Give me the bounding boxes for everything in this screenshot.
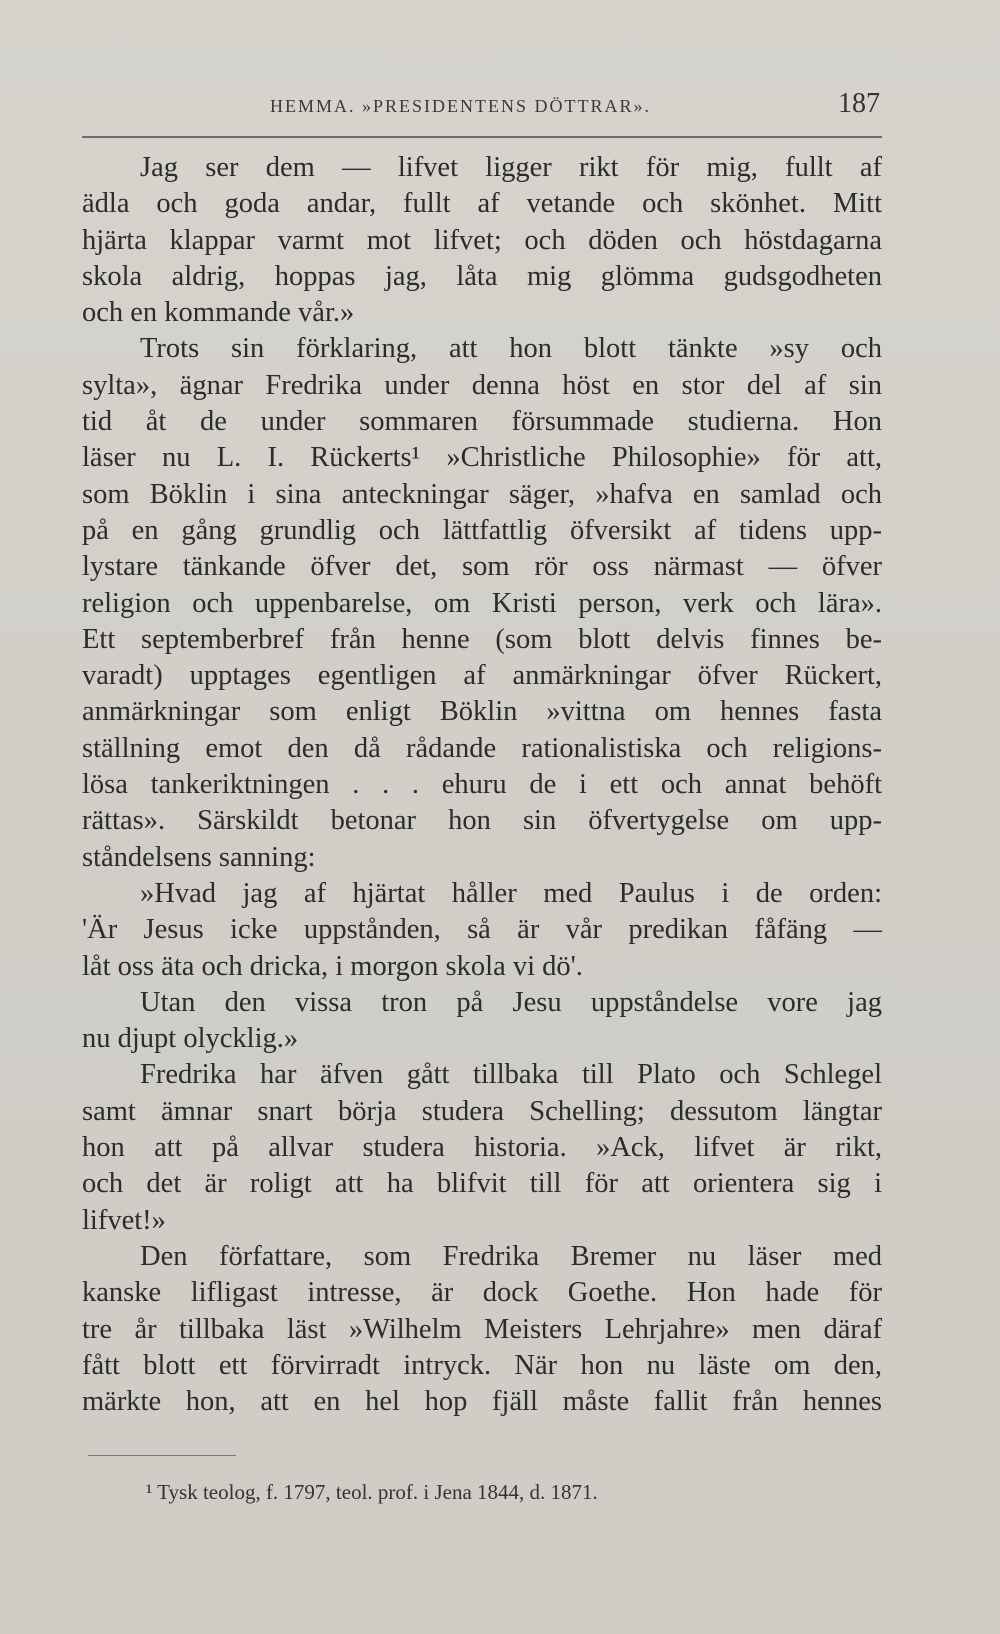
text-line: lifvet!»	[82, 1204, 166, 1236]
text-line: samt ämnar snart börja studera Schelling; dessutom längtar	[82, 1095, 882, 1127]
text-line: religion och uppenbarelse, om Kristi person, verk och lära».	[82, 587, 882, 619]
page-number: 187	[838, 88, 880, 119]
text-line: hon att på allvar studera historia. »Ack, lifvet är rikt,	[82, 1132, 882, 1164]
text-line: märkte hon, att en hel hop fjäll måste fallit från hennes	[82, 1386, 882, 1418]
text-line: på en gång grundlig och lättfattlig öfversikt af tidens upp-	[82, 514, 882, 546]
text-line: Fredrika har äfven gått tillbaka till Plato och Schlegel	[140, 1059, 882, 1091]
footnote: ¹ Tysk teolog, f. 1797, teol. prof. i Jena 1844, d. 1871.	[146, 1480, 598, 1504]
text-line: Jag ser dem — lifvet ligger rikt för mig, fullt af	[140, 152, 882, 183]
text-line: Trots sin förklaring, att hon blott tänkte »sy och	[140, 333, 882, 365]
text-line: låt oss äta och dricka, i morgon skola vi dö'.	[82, 950, 583, 982]
header-rule	[82, 136, 882, 138]
page-header	[270, 88, 880, 128]
text-line: ställning emot den då rådande rationalistiska och religions-	[82, 732, 882, 764]
text-line: och det är roligt att ha blifvit till för att orientera sig i	[82, 1168, 882, 1200]
footnote-rule	[88, 1455, 236, 1456]
text-line: varadt) upptages egentligen af anmärkningar öfver Rückert,	[82, 660, 882, 692]
body-text	[82, 150, 882, 1420]
text-line: fått blott ett förvirradt intryck. När hon nu läste om den,	[82, 1349, 882, 1381]
text-line: nu djupt olycklig.»	[82, 1023, 299, 1055]
text-line: och en kommande vår.»	[82, 297, 355, 329]
text-line: 'Är Jesus icke uppstånden, så är vår predikan fåfäng —	[82, 914, 882, 946]
text-line: läser nu L. I. Rückerts¹ »Christliche Philosophie» för att,	[82, 442, 882, 474]
text-line: anmärkningar som enligt Böklin »vittna om hennes fasta	[82, 696, 882, 728]
text-line: Ett septemberbref från henne (som blott delvis finnes be-	[82, 623, 882, 655]
text-line: sylta», ägnar Fredrika under denna höst en stor del af sin	[82, 369, 882, 401]
text-line: tre år tillbaka läst »Wilhelm Meisters Lehrjahre» men däraf	[82, 1313, 882, 1345]
text-line: lösa tankeriktningen . . . ehuru de i ett och annat behöft	[82, 769, 882, 801]
text-line: ståndelsens sanning:	[82, 841, 316, 873]
text-line: som Böklin i sina anteckningar säger, »hafva en samlad och	[82, 478, 882, 510]
text-line: tid åt de under sommaren försummade studierna. Hon	[82, 406, 882, 438]
text-line: skola aldrig, hoppas jag, låta mig glömma gudsgodheten	[82, 260, 882, 292]
text-line: »Hvad jag af hjärtat håller med Paulus i de orden:	[140, 877, 882, 909]
text-line: Den författare, som Fredrika Bremer nu läser med	[140, 1240, 882, 1272]
text-line: Utan den vissa tron på Jesu uppståndelse vore jag	[140, 986, 882, 1018]
text-line: lystare tänkande öfver det, som rör oss närmast — öfver	[82, 551, 882, 583]
text-line: hjärta klappar varmt mot lifvet; och döden och höstdagarna	[82, 224, 882, 256]
text-line: kanske lifligast intresse, är dock Goethe. Hon hade för	[82, 1277, 882, 1309]
text-line: rättas». Särskildt betonar hon sin öfvertygelse om upp-	[82, 805, 882, 837]
running-title: HEMMA. »PRESIDENTENS DÖTTRAR».	[270, 96, 652, 116]
text-line: ädla och goda andar, fullt af vetande och skönhet. Mitt	[82, 188, 882, 220]
